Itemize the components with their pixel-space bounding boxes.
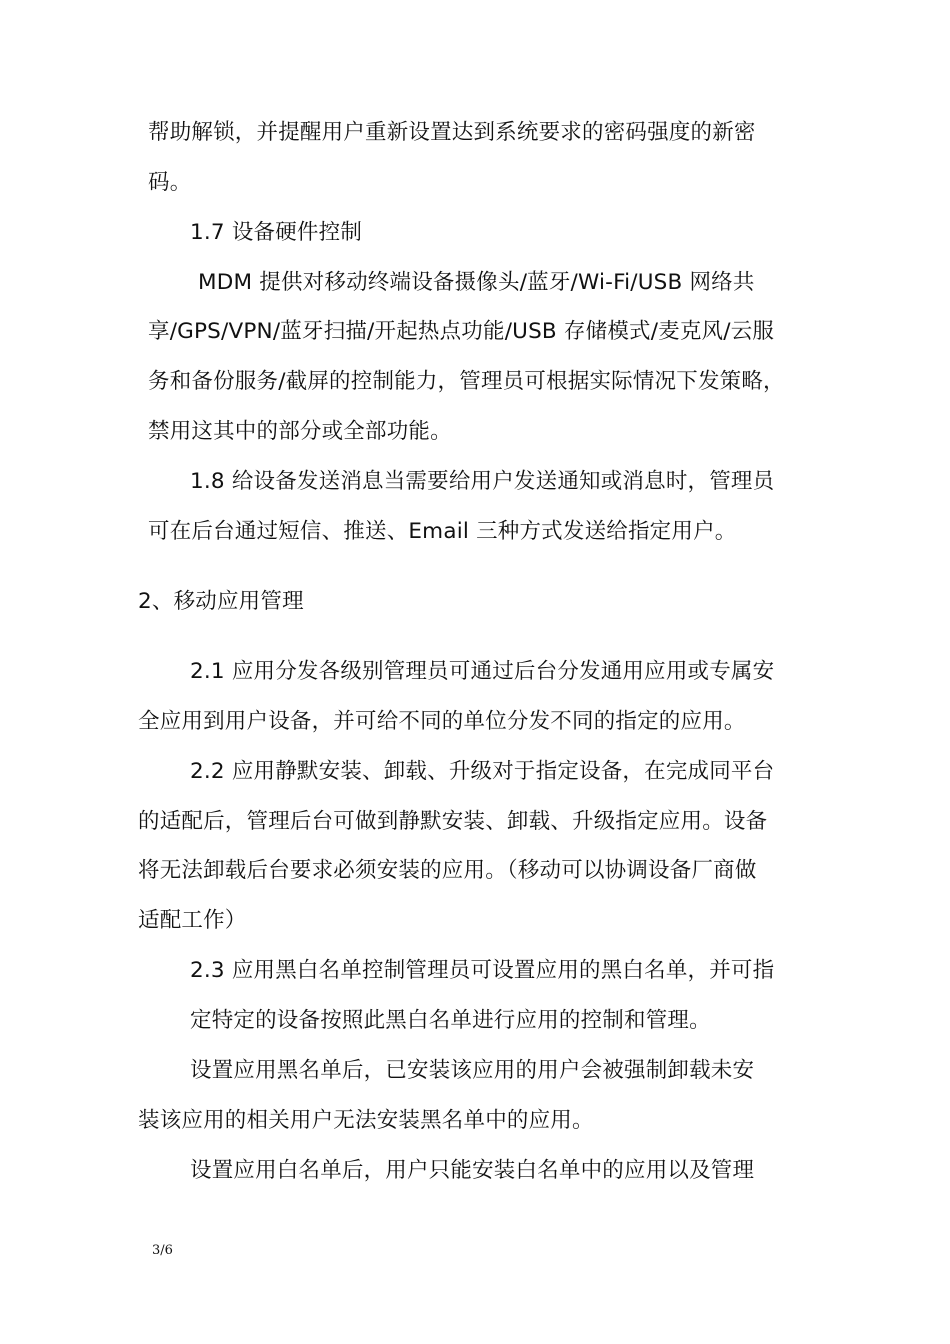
paragraph-line: 2.3 应用黑白名单控制管理员可设置应用的黑白名单，并可指 bbox=[190, 958, 775, 983]
paragraph-line: 码。 bbox=[148, 170, 192, 195]
paragraph-line: 设置应用白名单后，用户只能安装白名单中的应用以及管理 bbox=[190, 1158, 755, 1183]
paragraph-line: 务和备份服务/截屏的控制能力，管理员可根据实际情况下发策略， bbox=[148, 369, 785, 394]
paragraph-line: 帮助解锁，并提醒用户重新设置达到系统要求的密码强度的新密 bbox=[148, 120, 756, 145]
paragraph-line: 将无法卸载后台要求必须安装的应用。（移动可以协调设备厂商做 bbox=[138, 858, 757, 883]
paragraph-line: 可在后台通过短信、推送、Email 三种方式发送给指定用户。 bbox=[148, 519, 737, 544]
paragraph-line: 装该应用的相关用户无法安装黑名单中的应用。 bbox=[138, 1108, 594, 1133]
paragraph-line: 2.2 应用静默安装、卸载、升级对于指定设备，在完成同平台 bbox=[190, 759, 775, 784]
paragraph-line: 1.8 给设备发送消息当需要给用户发送通知或消息时，管理员 bbox=[190, 469, 775, 494]
paragraph-line: MDM 提供对移动终端设备摄像头/蓝牙/Wi-Fi/USB 网络共 bbox=[198, 270, 755, 295]
paragraph-line: 的适配后，管理后台可做到静默安装、卸载、升级指定应用。设备 bbox=[138, 809, 768, 834]
paragraph-line: 2.1 应用分发各级别管理员可通过后台分发通用应用或专属安 bbox=[190, 659, 775, 684]
paragraph-line: 设置应用黑名单后，已安装该应用的用户会被强制卸载未安 bbox=[190, 1058, 755, 1083]
section-heading: 1.7 设备硬件控制 bbox=[190, 220, 363, 245]
paragraph-line: 全应用到用户设备，并可给不同的单位分发不同的指定的应用。 bbox=[138, 709, 746, 734]
paragraph-line: 适配工作） bbox=[138, 908, 247, 933]
chapter-heading: 2、移动应用管理 bbox=[138, 589, 304, 614]
paragraph-line: 禁用这其中的部分或全部功能。 bbox=[148, 419, 452, 444]
paragraph-line: 定特定的设备按照此黑白名单进行应用的控制和管理。 bbox=[190, 1008, 711, 1033]
page-number: 3/6 bbox=[152, 1243, 173, 1258]
paragraph-line: 享/GPS/VPN/蓝牙扫描/开起热点功能/USB 存储模式/麦克风/云服 bbox=[148, 319, 775, 344]
